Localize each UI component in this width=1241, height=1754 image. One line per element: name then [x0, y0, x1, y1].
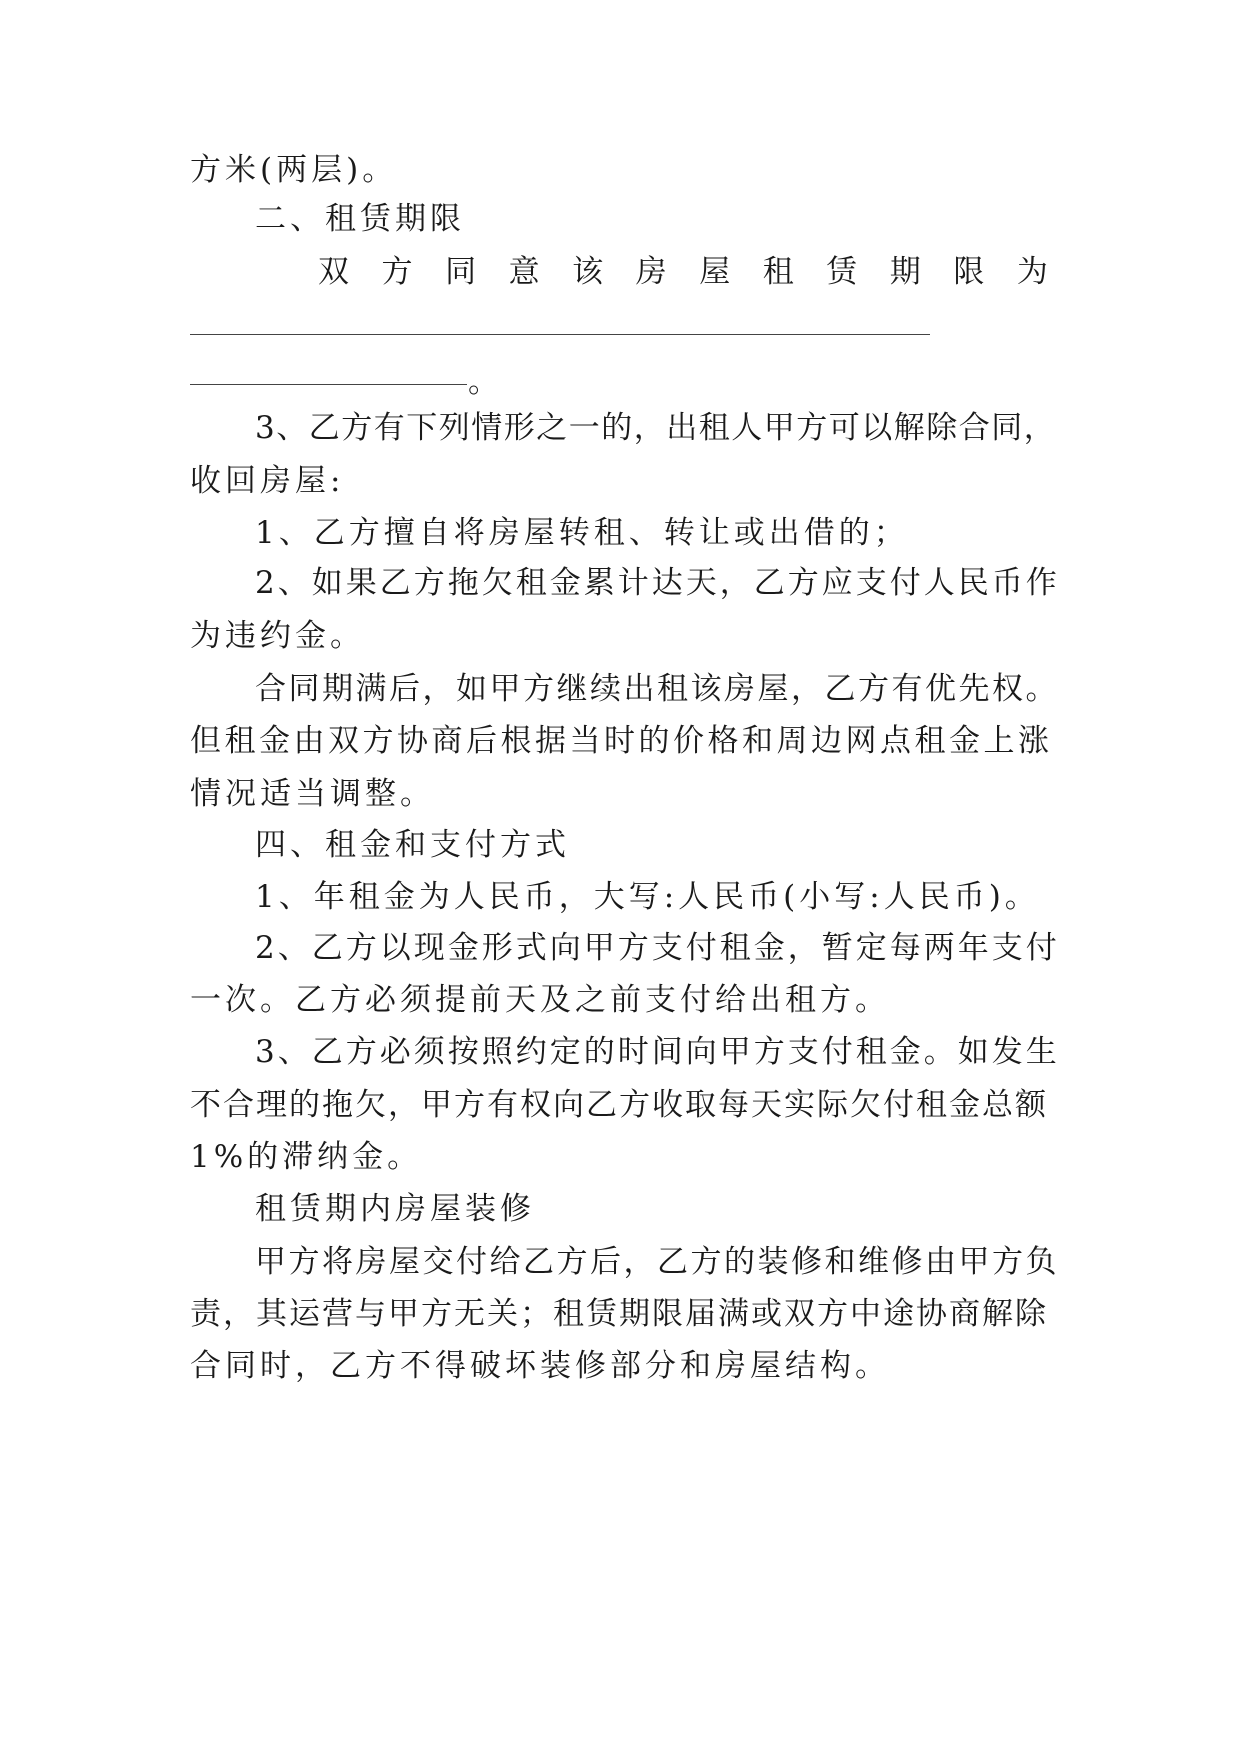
spread-char: 同: [445, 254, 477, 290]
text-line: 责，其运营与甲方无关；租赁期限届满或双方中途协商解除: [190, 1296, 1048, 1332]
text-line: 方米(两层)。: [190, 152, 398, 188]
spread-char: 赁: [826, 254, 858, 290]
spread-char: 租: [762, 254, 794, 290]
text-line: 一次。乙方必须提前天及之前支付给出租方。: [190, 982, 890, 1018]
text-line: 合同时，乙方不得破坏装修部分和房屋结构。: [190, 1348, 890, 1384]
paragraph-line: 甲方将房屋交付给乙方后，乙方的装修和维修由甲方负: [255, 1244, 1059, 1280]
section-heading: 租赁期内房屋装修: [255, 1191, 535, 1227]
spread-char: 意: [508, 254, 540, 290]
spread-char: 房: [635, 254, 667, 290]
spread-char: 该: [572, 254, 604, 290]
text-line: 收回房屋:: [190, 463, 345, 499]
period-mark: 。: [468, 364, 499, 400]
spread-char: 双: [318, 254, 349, 290]
text-line: 情况适当调整。: [190, 776, 435, 812]
section-heading: 四、租金和支付方式: [255, 827, 570, 863]
spread-char: 为: [1016, 254, 1048, 290]
spread-char: 方: [381, 254, 413, 290]
text-line: 但租金由双方协商后根据当时的价格和周边网点租金上涨: [190, 723, 1053, 759]
clause-line: 2、乙方以现金形式向甲方支付租金，暂定每两年支付: [255, 930, 1060, 966]
paragraph-line: 合同期满后，如甲方继续出租该房屋，乙方有优先权。: [255, 671, 1059, 707]
section-heading: 二、租赁期限: [255, 201, 465, 237]
clause-line: 2、如果乙方拖欠租金累计达天，乙方应支付人民币作: [255, 565, 1060, 601]
spread-char: 限: [953, 254, 985, 290]
blank-fill-line: [190, 384, 467, 385]
text-line: 1%的滞纳金。: [190, 1139, 423, 1175]
text-line: 为违约金。: [190, 618, 365, 654]
spread-text-line: [318, 252, 1048, 292]
clause-line: 1、乙方擅自将房屋转租、转让或出借的；: [255, 515, 909, 551]
text-line: 不合理的拖欠，甲方有权向乙方收取每天实际欠付租金总额: [190, 1087, 1048, 1123]
clause-line: 3、乙方必须按照约定的时间向甲方支付租金。如发生: [255, 1034, 1060, 1070]
spread-char: 期: [889, 254, 921, 290]
blank-fill-line: [190, 334, 930, 335]
clause-line: 1、年租金为人民币，大写:人民币(小写:人民币)。: [255, 879, 1040, 915]
spread-char: 屋: [699, 254, 731, 290]
clause-line: 3、乙方有下列情形之一的，出租人甲方可以解除合同，: [255, 410, 1057, 446]
